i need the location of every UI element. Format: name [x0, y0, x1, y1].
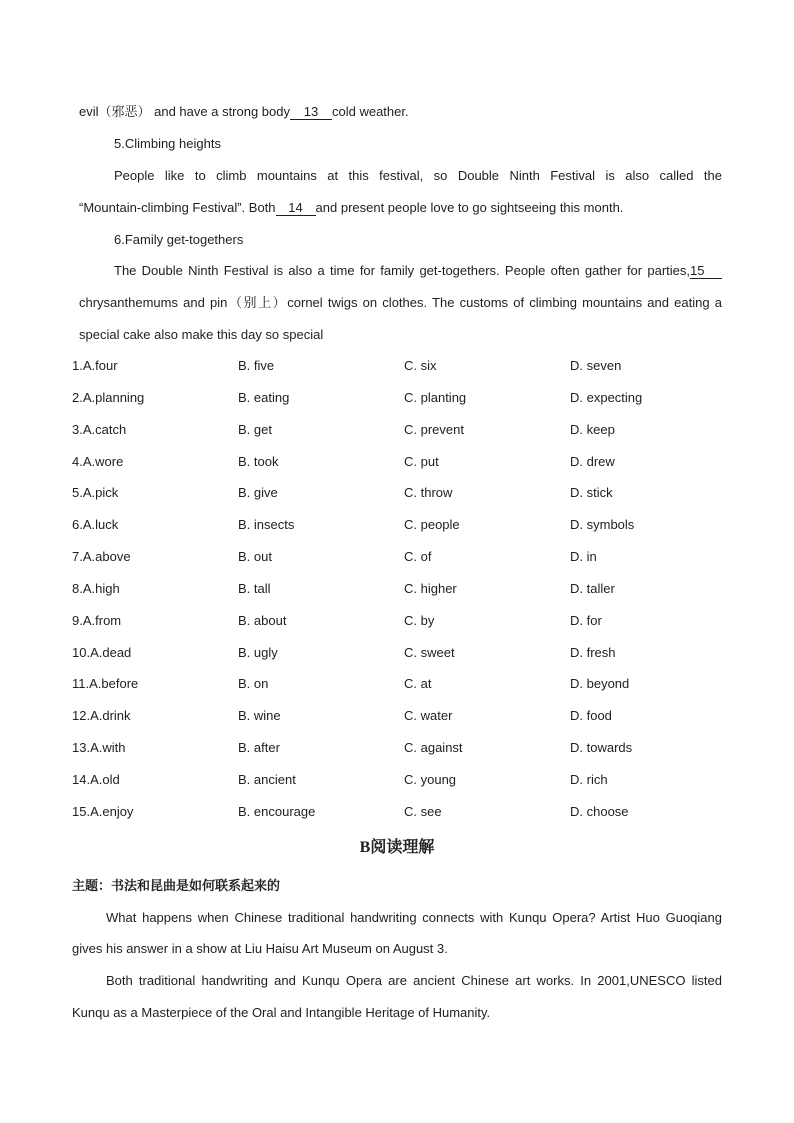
option-a: 8.A.high — [72, 580, 120, 596]
section-title: B阅读理解 — [359, 839, 435, 856]
option-c: C. put — [404, 453, 439, 469]
paragraph-line: Kunqu as a Masterpiece of the Oral and Intangible Heritage of Humanity. — [72, 1005, 491, 1020]
option-a: 13.A.with — [72, 740, 126, 756]
option-a: 3.A.catch — [72, 421, 127, 437]
option-b: B. out — [238, 549, 272, 565]
option-a: 15.A.enjoy — [72, 803, 134, 819]
option-d: D. in — [570, 549, 597, 565]
option-row — [72, 803, 732, 835]
option-b: B. after — [238, 740, 280, 756]
option-row — [72, 644, 732, 676]
passage-line-blank-13 — [79, 103, 409, 121]
option-c: C. throw — [404, 485, 453, 501]
option-row — [72, 739, 732, 771]
option-row — [72, 484, 732, 516]
option-c: C. water — [404, 708, 453, 724]
paragraph-line: Both traditional handwriting and Kunqu Opera are ancient Chinese art works. In 2001,UNESCO listed — [106, 973, 722, 988]
option-b: B. get — [238, 421, 272, 437]
option-row — [72, 707, 732, 739]
option-b: B. eating — [238, 389, 290, 405]
option-d: D. for — [570, 612, 602, 628]
blank-13: 13 — [290, 105, 332, 120]
option-a: 10.A.dead — [72, 644, 132, 660]
paragraph-line: People like to climb mountains at this festival, so Double Ninth Festival is also called the — [114, 168, 722, 183]
option-row — [72, 516, 732, 548]
paragraph-line: chrysanthemums and pin（别上）cornel twigs on clothes. The customs of climbing mountains and eating a — [79, 295, 722, 310]
option-b: B. tall — [238, 580, 271, 596]
paragraph-line: gives his answer in a show at Liu Haisu Art Museum on August 3. — [72, 941, 448, 956]
option-a: 7.A.above — [72, 549, 131, 565]
option-d: D. seven — [570, 358, 622, 373]
option-a: 12.A.drink — [72, 708, 131, 724]
option-c: C. sweet — [404, 644, 455, 660]
topic-line: 主题：书法和昆曲是如何联系起来的 — [72, 878, 281, 893]
option-a: 9.A.from — [72, 612, 122, 628]
option-row — [72, 453, 732, 485]
option-c: C. six — [404, 358, 437, 373]
option-c: C. higher — [404, 580, 457, 596]
blank-14: 14 — [276, 201, 316, 216]
option-c: C. see — [404, 803, 442, 819]
option-b: B. encourage — [238, 803, 316, 819]
option-c: C. people — [404, 517, 460, 533]
line-text: evil（邪恶） and have a strong body — [79, 104, 290, 119]
option-c: C. at — [404, 676, 432, 692]
option-a: 4.A.wore — [72, 453, 124, 469]
option-d: D. towards — [570, 740, 633, 756]
option-b: B. ancient — [238, 771, 296, 787]
option-d: D. rich — [570, 771, 608, 787]
option-row — [72, 548, 732, 580]
option-d: D. stick — [570, 485, 613, 501]
line-text: cold weather. — [332, 104, 409, 119]
option-d: D. fresh — [570, 644, 616, 660]
option-d: D. keep — [570, 421, 615, 437]
option-d: D. beyond — [570, 676, 630, 692]
paragraph-line: What happens when Chinese traditional handwriting connects with Kunqu Opera? Artist Huo Guoqiang — [106, 910, 722, 925]
option-a: 1.A.four — [72, 358, 118, 373]
passage-line-blank-14 — [79, 199, 623, 217]
passage-line-blank-15 — [114, 262, 722, 280]
line-text: The Double Ninth Festival is also a time for family get-togethers. People often gather for parties, — [114, 263, 690, 278]
option-b: B. about — [238, 612, 287, 628]
option-c: C. against — [404, 740, 463, 756]
option-c: C. planting — [404, 389, 467, 405]
option-d: D. expecting — [570, 389, 643, 405]
option-row — [72, 675, 732, 707]
line-text: “Mountain-climbing Festival”. Both — [79, 200, 276, 215]
option-b: B. wine — [238, 708, 281, 724]
option-b: B. ugly — [238, 644, 278, 660]
option-a: 6.A.luck — [72, 517, 119, 533]
line-text: and present people love to go sightseeing this month. — [315, 200, 624, 215]
option-d: D. drew — [570, 453, 615, 469]
blank-15: 15 — [690, 264, 722, 279]
option-a: 2.A.planning — [72, 389, 145, 405]
option-c: C. of — [404, 549, 432, 565]
option-c: C. prevent — [404, 421, 464, 437]
option-a: 11.A.before — [72, 676, 139, 692]
option-row — [72, 357, 732, 389]
option-d: D. symbols — [570, 517, 635, 533]
option-row — [72, 389, 732, 421]
option-row — [72, 580, 732, 612]
option-row — [72, 771, 732, 803]
option-c: C. by — [404, 612, 435, 628]
option-row — [72, 421, 732, 453]
option-b: B. five — [238, 358, 275, 373]
paragraph-line: special cake also make this day so special — [79, 327, 324, 342]
option-c: C. young — [404, 771, 457, 787]
option-d: D. food — [570, 708, 612, 724]
heading-family-get-togethers: 6.Family get-togethers — [114, 232, 244, 247]
option-a: 14.A.old — [72, 771, 120, 787]
heading-climbing-heights: 5.Climbing heights — [114, 136, 221, 151]
option-b: B. took — [238, 453, 279, 469]
option-d: D. taller — [570, 580, 615, 596]
option-b: B. on — [238, 676, 269, 692]
options-table — [72, 357, 732, 835]
option-b: B. insects — [238, 517, 295, 533]
option-b: B. give — [238, 485, 278, 501]
option-a: 5.A.pick — [72, 485, 119, 501]
option-d: D. choose — [570, 803, 629, 819]
option-row — [72, 612, 732, 644]
